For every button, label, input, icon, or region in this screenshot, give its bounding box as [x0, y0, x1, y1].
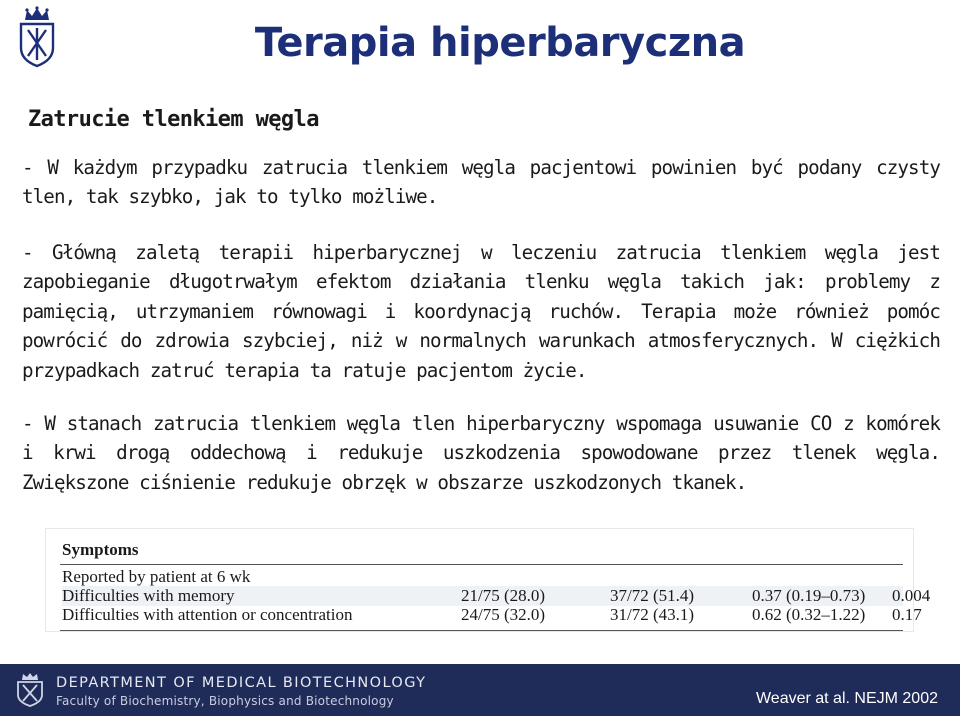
table-divider: [60, 630, 903, 631]
section-subtitle: Zatrucie tlenkiem węgla: [28, 107, 319, 132]
table-heading: Symptoms: [62, 540, 139, 559]
paragraph-main-advantage: - Główną zaletą terapii hiperbarycznej w leczeniu zatrucia tlenkiem węgla jest zapobieganie długotrwałym efektom działania tlenku węgla takich jak: problemy z pamięcią, utrzymaniem równowagi i koordynacją ruchów. Terapia może również pomóc powrócić do zdrowia szybciej, niż w normalnych warunkach atmosferycznych. W ciężkich przypadkach zatruć terapia ta ratuje pacjentom życie.: [22, 241, 940, 382]
paragraph-co-removal: - W stanach zatrucia tlenkiem węgla tlen hiperbaryczny wspomaga usuwanie CO z komórek i krwi drogą oddechową i redukuje uszkodzenia spowodowane przez tlenek węgla. Zwiększone ciśnienie redukuje obrzęk w obszarze uszkodzonych tkanek.: [22, 412, 940, 494]
faculty-name: Faculty of Biochemistry, Biophysics and Biotechnology: [56, 694, 394, 708]
citation: Weaver at al. NEJM 2002: [755, 690, 938, 707]
table-cell: 31/72 (43.1): [610, 605, 695, 624]
table-cell: 0.17: [892, 605, 922, 624]
university-crest-icon: [14, 673, 46, 707]
table-cell: 21/75 (28.0): [461, 586, 546, 605]
row-label: Reported by patient at 6 wk: [62, 567, 251, 586]
footer-bar: [0, 664, 960, 716]
row-label: Difficulties with attention or concentration: [62, 605, 353, 624]
paragraph-immediate-oxygen: - W każdym przypadku zatrucia tlenkiem węgla pacjentowi powinien być podany czysty tlen, tak szybko, jak to tylko możliwe.: [22, 156, 940, 209]
table-cell: 24/75 (32.0): [461, 605, 546, 624]
table-cell: 0.37 (0.19–0.73): [752, 586, 866, 605]
table-row: [62, 605, 922, 625]
table-cell: 0.62 (0.32–1.22): [752, 605, 866, 624]
slide-title: Terapia hiperbaryczna: [254, 20, 746, 66]
table-cell: 37/72 (51.4): [610, 586, 695, 605]
table-divider: [60, 564, 903, 565]
symptoms-table: [45, 528, 931, 632]
department-name: DEPARTMENT OF MEDICAL BIOTECHNOLOGY: [56, 675, 427, 691]
row-label: Difficulties with memory: [62, 586, 235, 605]
table-row: [62, 567, 903, 587]
table-cell: 0.004: [892, 586, 931, 605]
table-row: [62, 586, 931, 606]
